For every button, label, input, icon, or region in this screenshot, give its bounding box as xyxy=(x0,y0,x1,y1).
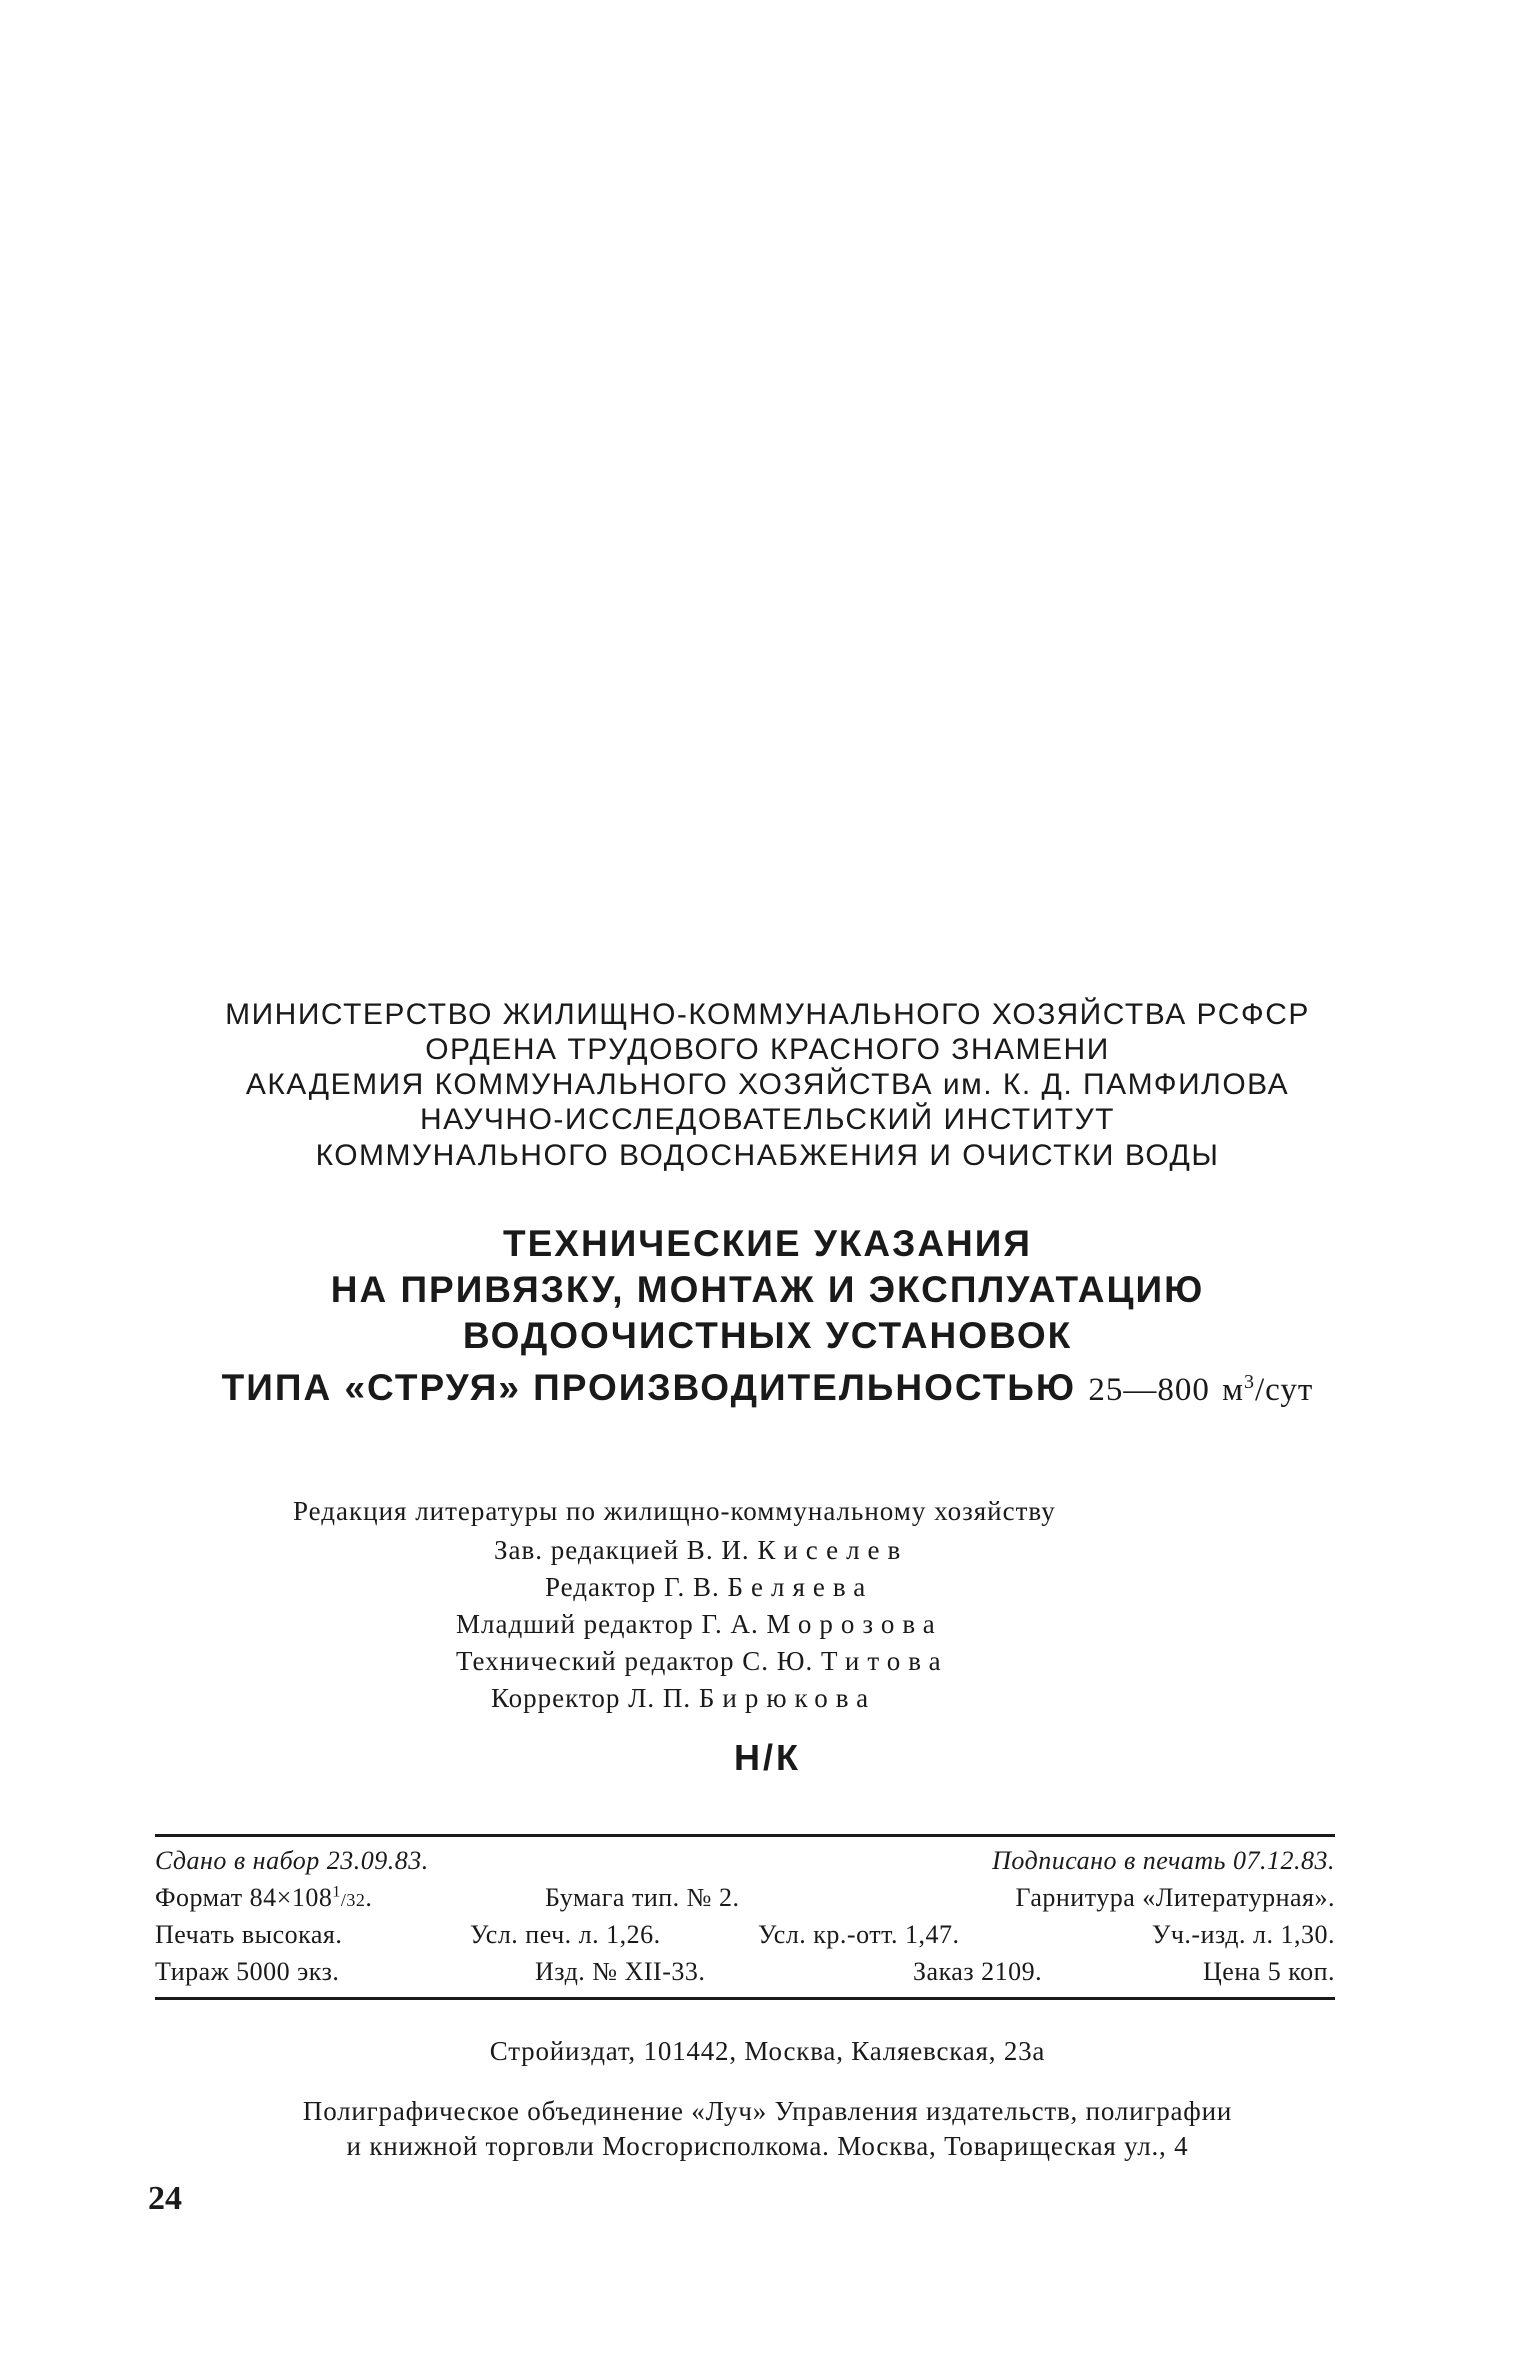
editor-role: Редактор Г. В. xyxy=(545,1572,720,1602)
signed-date: Подписано в печать 07.12.83. xyxy=(992,1846,1335,1875)
tech-editor-name: Титова xyxy=(821,1646,949,1676)
head-editor-line xyxy=(494,1534,908,1566)
page-number: 24 xyxy=(148,2180,182,2217)
ministry-line-4: НАУЧНО-ИССЛЕДОВАТЕЛЬСКИЙ ИНСТИТУТ xyxy=(420,1103,1115,1136)
unit-tail: /сут xyxy=(1255,1372,1314,1408)
format-label: Формат 84×108 xyxy=(155,1883,333,1912)
color-prints: Усл. кр.-отт. 1,47. xyxy=(758,1920,960,1949)
printing-method: Печать высокая. xyxy=(155,1920,343,1949)
format-subscript: /32 xyxy=(340,1890,366,1910)
ministry-line-5: КОММУНАЛЬНОГО ВОДОСНАБЖЕНИЯ И ОЧИСТКИ ВОДЫ xyxy=(315,1139,1220,1172)
proofreader-role: Корректор Л. П. xyxy=(491,1683,692,1713)
proofreader-name: Бирюкова xyxy=(698,1683,877,1713)
junior-editor-line xyxy=(456,1608,943,1640)
publisher-address: Стройиздат, 101442, Москва, Каляевская, 23а xyxy=(489,2036,1046,2066)
title-line-2: НА ПРИВЯЗКУ, МОНТАЖ И ЭКСПЛУАТАЦИЮ xyxy=(330,1269,1205,1310)
typeface: Гарнитура «Литературная». xyxy=(1015,1883,1335,1912)
title-line-1: ТЕХНИЧЕСКИЕ УКАЗАНИЯ xyxy=(503,1223,1032,1264)
circulation: Тираж 5000 экз. xyxy=(155,1957,340,1986)
editor-name: Беляева xyxy=(727,1572,874,1602)
tech-editor-role: Технический редактор С. Ю. xyxy=(456,1646,814,1676)
head-editor-role: Зав. редакцией В. И. xyxy=(494,1535,750,1565)
unit-superscript: 3 xyxy=(1244,1371,1255,1393)
imprint-bottom-rule xyxy=(155,1997,1335,2000)
format xyxy=(155,1883,372,1913)
price: Цена 5 коп. xyxy=(1203,1957,1335,1986)
head-editor-name: Киселев xyxy=(757,1535,909,1565)
printer-line-1: Полиграфическое объединение «Луч» Управления издательств, полиграфии xyxy=(302,2096,1233,2126)
unit-base: м xyxy=(1222,1372,1244,1408)
edition-sheets: Уч.-изд. л. 1,30. xyxy=(1151,1920,1335,1949)
edition-number: Изд. № XII-33. xyxy=(535,1957,706,1986)
ministry-line-1: МИНИСТЕРСТВО ЖИЛИЩНО-КОММУНАЛЬНОГО ХОЗЯЙСТВА РСФСР xyxy=(225,998,1310,1031)
title-line-4-main: ТИПА «СТРУЯ» ПРОИЗВОДИТЕЛЬНОСТЬЮ xyxy=(221,1367,1077,1408)
paper-type: Бумага тип. № 2. xyxy=(545,1883,740,1912)
redaction-line: Редакция литературы по жилищно-коммунальному хозяйству xyxy=(293,1496,1056,1526)
submitted-date: Сдано в набор 23.09.83. xyxy=(155,1846,429,1875)
title-line-3: ВОДООЧИСТНЫХ УСТАНОВОК xyxy=(462,1315,1073,1356)
index-mark: Н/К xyxy=(734,1737,801,1778)
title-line-4 xyxy=(0,1360,1535,1412)
printer-line-2: и книжной торговли Мосгорисполкома. Москва, Товарищеская ул., 4 xyxy=(346,2131,1189,2161)
editor-line xyxy=(545,1571,873,1603)
order-number: Заказ 2109. xyxy=(913,1957,1043,1986)
ministry-line-2: ОРДЕНА ТРУДОВОГО КРАСНОГО ЗНАМЕНИ xyxy=(425,1033,1110,1066)
print-sheets: Усл. печ. л. 1,26. xyxy=(470,1920,661,1949)
format-superscript: 1 xyxy=(332,1883,341,1901)
junior-editor-role: Младший редактор Г. А. xyxy=(456,1609,759,1639)
imprint-top-rule xyxy=(155,1834,1335,1837)
capacity-range: 25—800 xyxy=(1088,1372,1210,1408)
ministry-line-3: АКАДЕМИЯ КОММУНАЛЬНОГО ХОЗЯЙСТВА им. К. Д. ПАМФИЛОВА xyxy=(245,1068,1290,1101)
tech-editor-line xyxy=(456,1645,949,1677)
format-end: . xyxy=(365,1883,373,1912)
proofreader-line xyxy=(491,1682,876,1714)
capacity-unit xyxy=(1222,1372,1313,1408)
junior-editor-name: Морозова xyxy=(766,1609,943,1639)
